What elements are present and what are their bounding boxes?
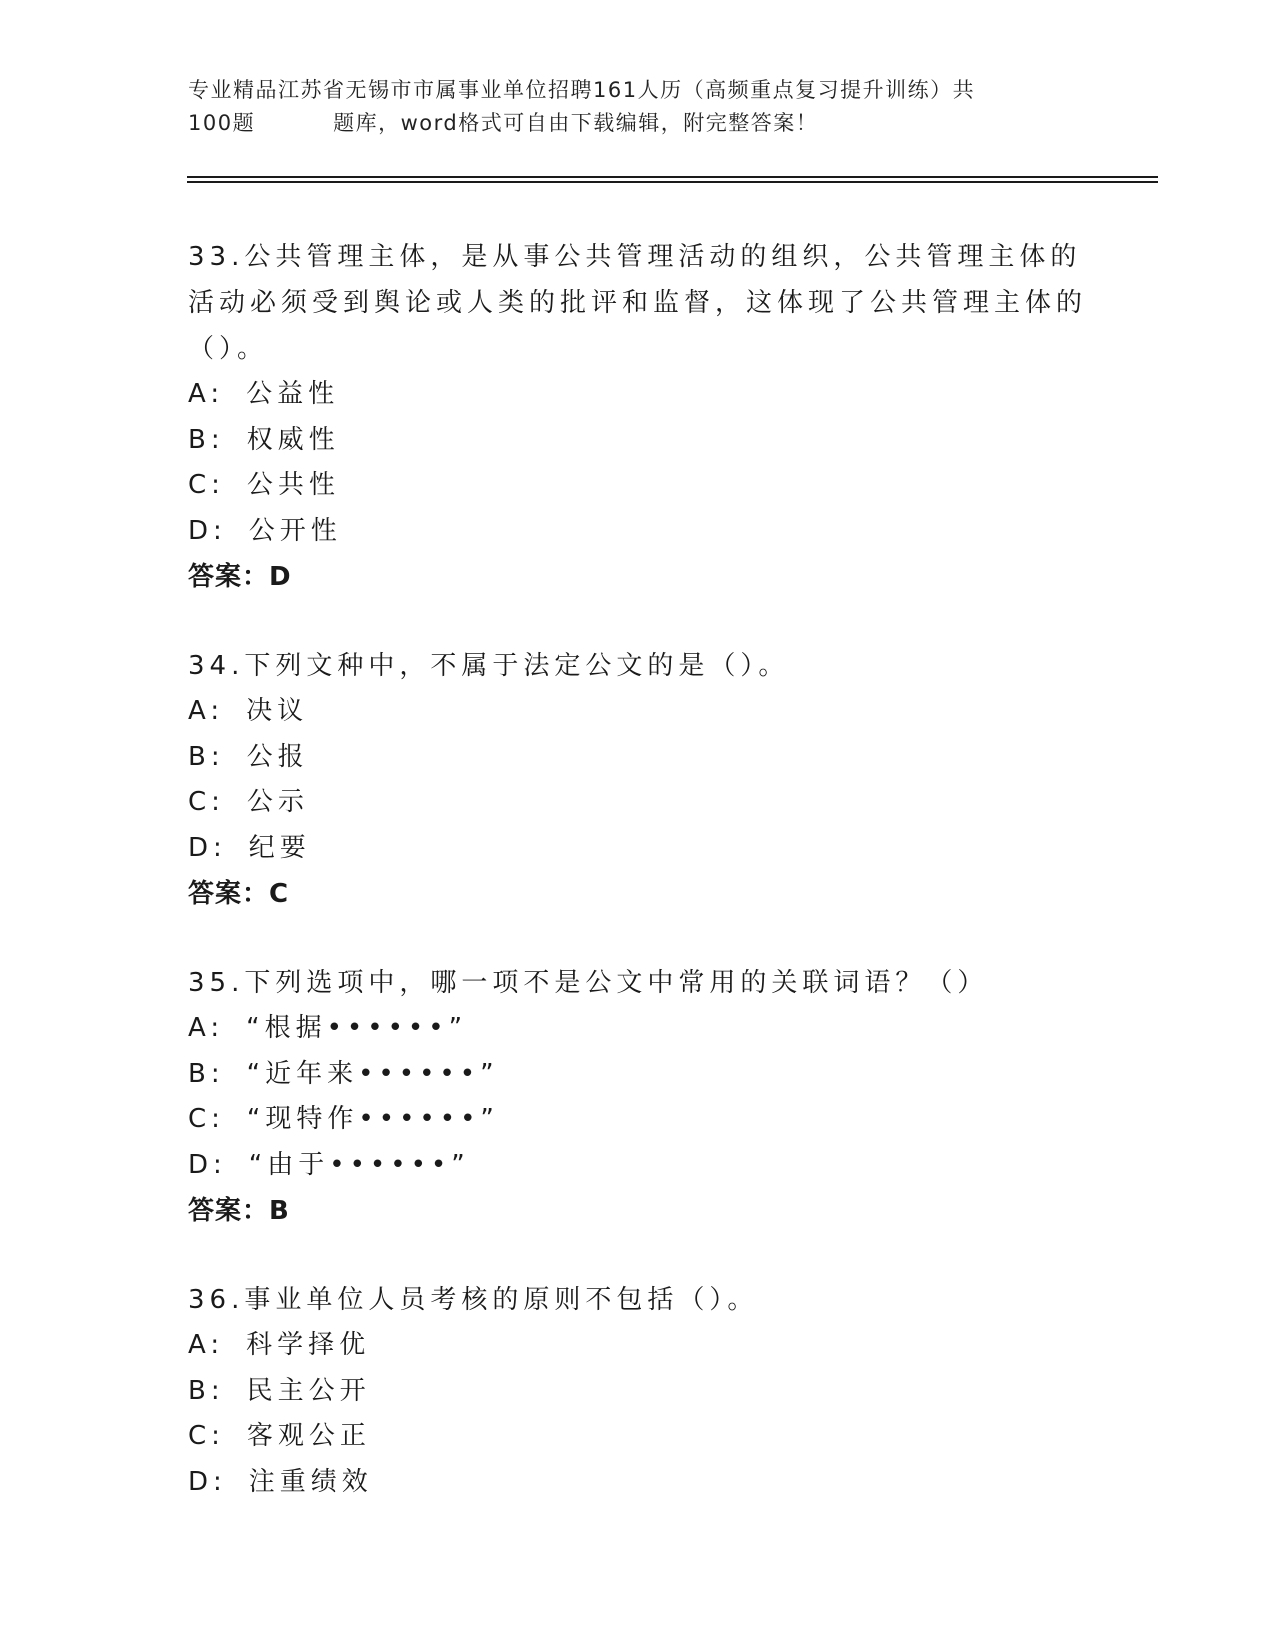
option-text: 公开性	[248, 515, 342, 546]
option-c	[188, 1097, 1088, 1143]
option-c	[188, 1414, 1088, 1460]
option-b	[188, 735, 1088, 781]
option-text: 公益性	[246, 379, 340, 409]
option-b	[188, 1369, 1088, 1415]
question-stem: 36.事业单位人员考核的原则不包括（）。	[188, 1285, 759, 1315]
header-description: 题库，word格式可自由下载编辑，附完整答案！	[333, 111, 819, 135]
header-title-line-2	[188, 107, 1088, 140]
option-letter: B:	[188, 1375, 225, 1406]
question-stem: 34.下列文种中，不属于法定公文的是（）。	[188, 651, 790, 681]
option-letter: B:	[188, 424, 225, 455]
question-stem: 33.公共管理主体，是从事公共管理活动的组织，公共管理主体的活动必须受到舆论或人类的批评和监督，这体现了公共管理主体的（）。	[188, 242, 1088, 364]
option-letter: B:	[188, 741, 225, 772]
option-letter: C:	[188, 787, 225, 817]
option-text: 决议	[246, 696, 309, 726]
option-text: 公示	[246, 787, 309, 817]
question-33	[188, 234, 1088, 600]
option-a	[188, 689, 1088, 735]
option-letter: A:	[188, 1013, 225, 1043]
option-letter: A:	[188, 379, 225, 409]
option-text: “现特作••••••”	[246, 1104, 499, 1134]
option-letter: C:	[188, 470, 225, 500]
option-letter: D:	[188, 515, 227, 546]
question-35	[188, 960, 1088, 1234]
option-letter: D:	[188, 832, 227, 863]
header-divider-top	[187, 176, 1158, 178]
option-d	[188, 509, 1088, 555]
option-text: “由于••••••”	[248, 1149, 470, 1180]
question-stem: 35.下列选项中，哪一项不是公文中常用的关联词语？（）	[188, 968, 989, 998]
option-b	[188, 1052, 1088, 1098]
option-text: 纪要	[248, 832, 311, 863]
answer-line: 答案：D	[188, 562, 292, 592]
option-text: 权威性	[246, 424, 340, 455]
option-a	[188, 1006, 1088, 1052]
option-c	[188, 780, 1088, 826]
option-letter: C:	[188, 1104, 225, 1134]
option-letter: D:	[188, 1466, 227, 1497]
option-text: 注重绩效	[248, 1466, 373, 1497]
option-text: “根据••••••”	[246, 1013, 468, 1043]
option-letter: A:	[188, 1330, 225, 1360]
header-question-count: 100题	[188, 111, 256, 135]
header-divider-bottom	[187, 181, 1158, 183]
option-a	[188, 372, 1088, 418]
option-text: 客观公正	[246, 1421, 371, 1451]
option-b	[188, 418, 1088, 464]
option-c	[188, 463, 1088, 509]
option-text: “近年来••••••”	[246, 1058, 499, 1089]
option-a	[188, 1323, 1088, 1369]
option-d	[188, 826, 1088, 872]
question-34	[188, 643, 1088, 917]
header-title-line-1: 专业精品江苏省无锡市市属事业单位招聘161人历（高频重点复习提升训练）共	[188, 78, 976, 102]
question-list	[188, 234, 1088, 1548]
question-36	[188, 1277, 1088, 1505]
option-d	[188, 1460, 1088, 1506]
answer-line: 答案：B	[188, 1196, 290, 1226]
option-text: 公报	[246, 741, 309, 772]
option-text: 科学择优	[246, 1330, 371, 1360]
option-text: 公共性	[246, 470, 340, 500]
option-d	[188, 1143, 1088, 1189]
option-letter: C:	[188, 1421, 225, 1451]
option-letter: A:	[188, 696, 225, 726]
document-header	[188, 74, 1088, 140]
answer-line: 答案：C	[188, 879, 290, 909]
option-letter: B:	[188, 1058, 225, 1089]
option-letter: D:	[188, 1149, 227, 1180]
option-text: 民主公开	[246, 1375, 371, 1406]
